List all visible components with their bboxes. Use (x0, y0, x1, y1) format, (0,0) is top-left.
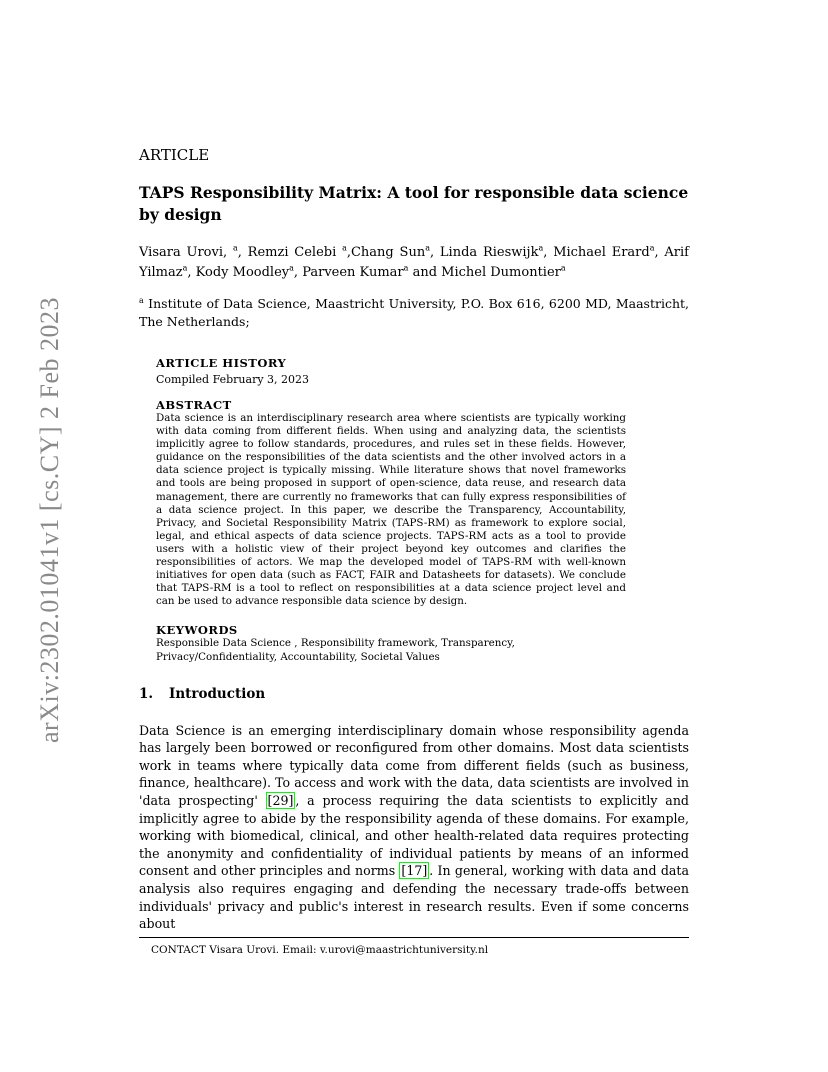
author-separator: , (293, 265, 303, 280)
author-separator: , (654, 245, 665, 260)
intro-text-3: . In general, working with data and data analysis also requires engaging and defending the necessary trade-offs between individuals' privacy and public's interest in research results. Even if some concerns about (139, 863, 689, 932)
paper-title: TAPS Responsibility Matrix: A tool for responsible data science by design (139, 183, 689, 224)
keywords-line-1: Responsible Data Science , Responsibility framework, Transparency, (156, 637, 515, 650)
author-separator: and (408, 265, 442, 280)
footnote-text: CONTACT Visara Urovi. Email: v.urovi@maastrichtuniversity.nl (151, 944, 489, 956)
author-name: Visara Urovi (139, 245, 224, 260)
author-name: Kody Moodley (195, 265, 290, 280)
section-heading-introduction (139, 686, 689, 702)
author-separator: , (429, 245, 440, 260)
keywords-section (156, 623, 626, 663)
author-affiliation-mark: a (232, 243, 238, 253)
contact-footnote (139, 937, 689, 956)
arxiv-identifier-stamp: arXiv:2302.01041v1 [cs.CY] 2 Feb 2023 (35, 296, 64, 744)
author-name: Michael Erard (553, 245, 650, 260)
author-name: Arif Yilmaz (139, 245, 689, 280)
section-title: Introduction (169, 685, 266, 702)
article-type-label: ARTICLE (139, 146, 210, 164)
author-separator: , (543, 245, 554, 260)
author-name: Chang Sun (350, 245, 426, 260)
article-history (156, 356, 626, 386)
author-name: Michel Dumontier (441, 265, 561, 280)
abstract-section (156, 398, 626, 608)
author-name: Linda Rieswijk (439, 245, 539, 260)
intro-text-2: , a process requiring the data scientists to explicitly and implicitly agree to abide by the responsibility agenda of these domains. For example, working with biomedical, clinical, and other health-related data requires protecting the anonymity and confidentiality of individual patients by means of an informed consent and other principles and norms (139, 792, 689, 879)
author-affiliation-mark: a (342, 243, 347, 253)
abstract-text: Data science is an interdisciplinary research area where scientists are typically working with data coming from different fields. When using and analyzing data, the scientists implicitly agree to follow standards, procedures, and rules set in these fields. However, guidance on the responsibilities of the data scientists and the other involved actors in a data science project is typically missing. While literature shows that novel frameworks and tools are being proposed in support of open-science, data reuse, and research data management, there are currently no frameworks that can fully express responsibilities of a data science project. In this paper, we describe the Transparency, Accountability, Privacy, and Societal Responsibility Matrix (TAPS-RM) as framework to explore social, legal, and ethical aspects of data science projects. TAPS-RM acts as a tool to provide users with a holistic view of their project beyond key outcomes and clarifies the responsibilities of actors. We map the developed model of TAPS-RM with well-known initiatives for open data (such as FACT, FAIR and Datasheets for datasets). We conclude that TAPS-RM is a tool to reflect on responsibilities at a data science project level and can be used to advance responsible data science by design. (156, 412, 626, 608)
compiled-date: Compiled February 3, 2023 (156, 373, 310, 386)
affiliation-text: Institute of Data Science, Maastricht University, P.O. Box 616, 6200 MD, Maastricht, The Netherlands; (139, 296, 689, 329)
paper-page (139, 140, 689, 933)
keywords-heading: KEYWORDS (156, 623, 238, 638)
intro-text-1: Data Science is an emerging interdisciplinary domain whose responsibility agenda has largely been borrowed or reconfigured from other domains. Most data scientists work in teams where typically data come from different fields (such as business, finance, healthcare). To access and work with the data, data scientists are involved in 'data prospecting' (139, 722, 689, 808)
author-affiliation-mark: a (182, 263, 188, 273)
front-matter-box (156, 356, 626, 664)
author-name: Parveen Kumar (302, 265, 404, 280)
affiliation (139, 295, 689, 331)
author-separator: , (187, 265, 196, 280)
section-number: 1. (139, 685, 154, 702)
citation-link-29[interactable]: [29] (267, 792, 294, 808)
author-separator: , (237, 245, 248, 260)
citation-link-17[interactable]: [17] (401, 863, 428, 879)
footnote-rule (139, 937, 689, 938)
author-separator: , (223, 245, 233, 260)
keywords-line-2: Privacy/Confidentiality, Accountability, Societal Values (156, 650, 440, 663)
author-name: Remzi Celebi (247, 245, 343, 260)
author-list (139, 243, 689, 283)
introduction-paragraph (139, 722, 689, 933)
author-affiliation-mark: a (289, 263, 294, 273)
author-affiliation-mark: a (538, 243, 544, 253)
article-history-heading: ARTICLE HISTORY (156, 356, 287, 370)
author-separator: , (346, 245, 351, 260)
author-affiliation-mark: a (560, 263, 566, 273)
author-affiliation-mark: a (403, 263, 409, 273)
affiliation-mark: a (139, 295, 144, 305)
author-affiliation-mark: a (425, 243, 430, 253)
author-affiliation-mark: a (649, 243, 655, 253)
abstract-heading: ABSTRACT (156, 398, 232, 412)
